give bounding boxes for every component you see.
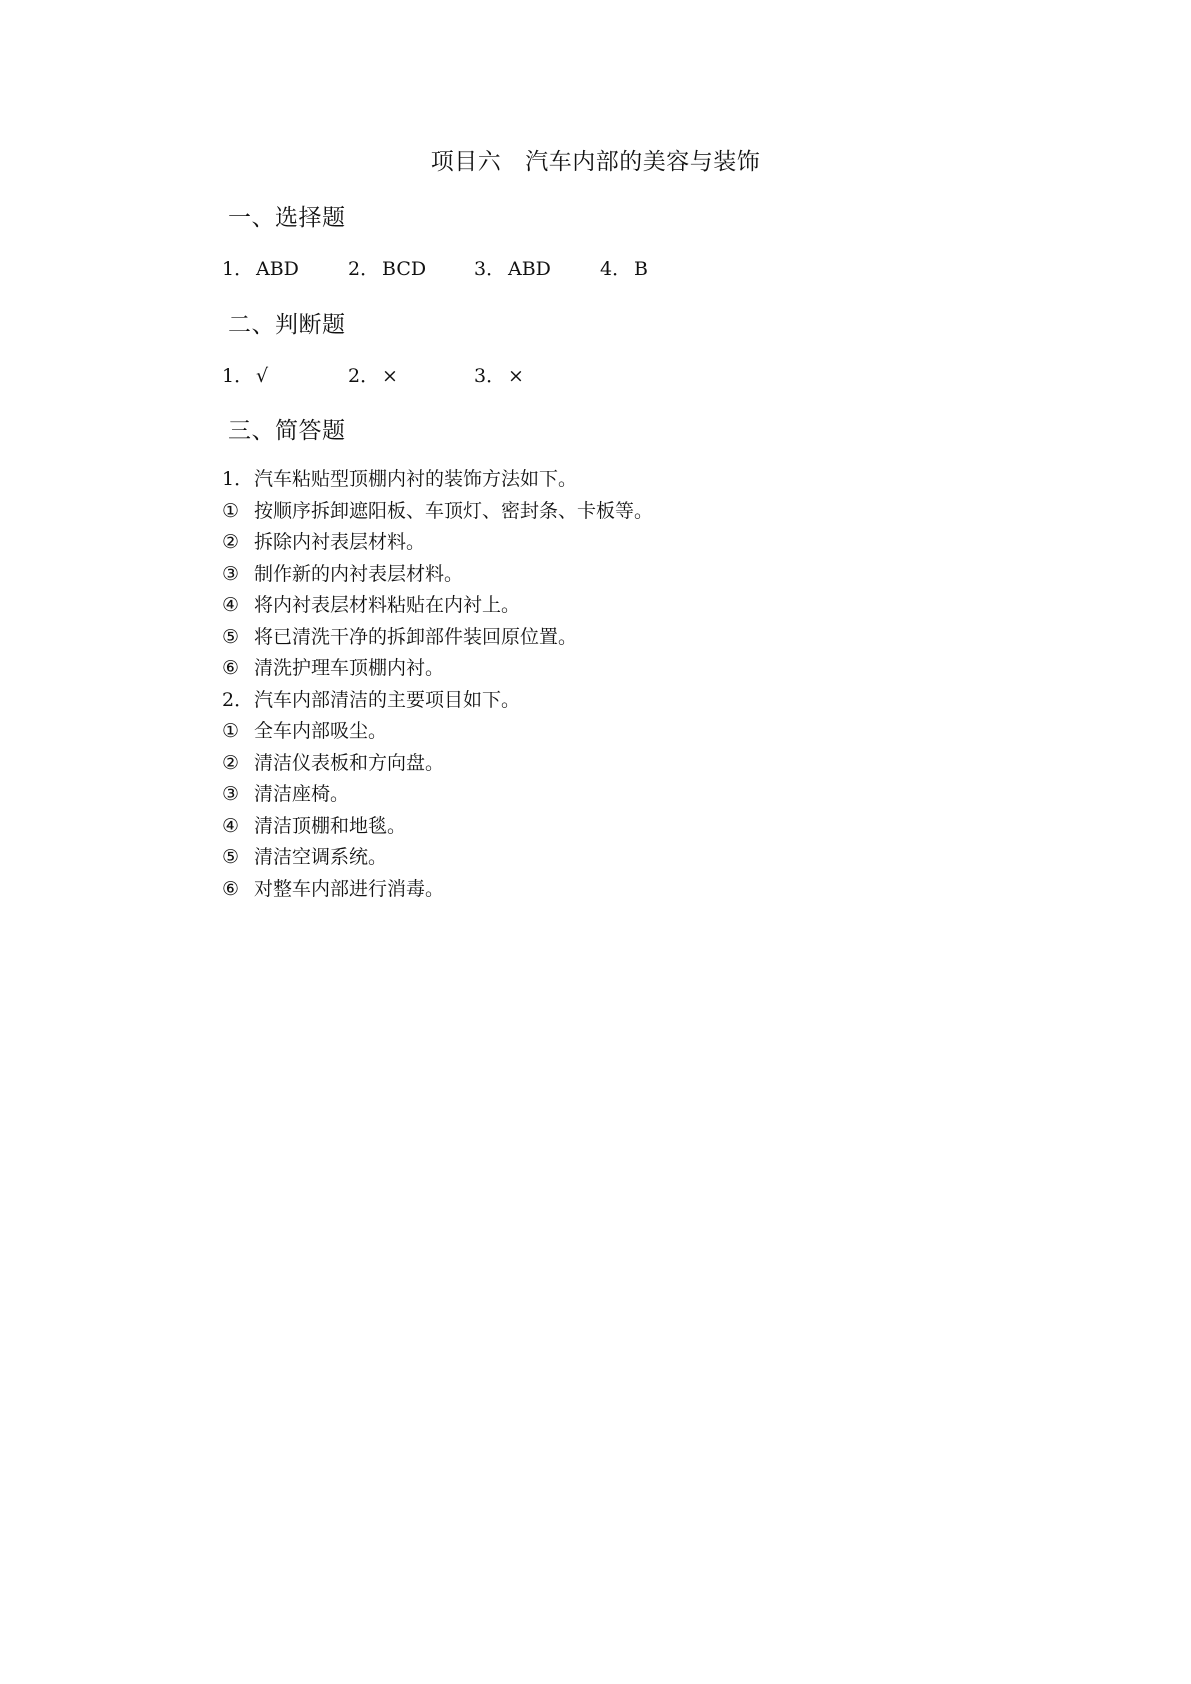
item-text: 清洁顶棚和地毯。 (254, 814, 407, 837)
list-item (222, 685, 653, 717)
answer-item (348, 254, 474, 281)
answer-value: B (634, 258, 648, 280)
choice-answers (222, 254, 726, 281)
answer-number: 2． (348, 258, 380, 280)
list-item (222, 559, 653, 591)
item-text: 按顺序拆卸遮阳板、车顶灯、密封条、卡板等。 (254, 499, 654, 522)
title-project-name: 汽车内部的美容与装饰 (525, 149, 761, 175)
answer-number: 3． (474, 258, 506, 280)
item-marker: ① (222, 720, 240, 742)
list-item (222, 527, 653, 559)
section-heading-judge: 二、判断题 (228, 312, 346, 338)
title-project-number: 项目六 (430, 149, 502, 175)
item-text: 汽车粘贴型顶棚内衬的装饰方法如下。 (254, 468, 578, 490)
answer-value: × (382, 365, 398, 387)
answer-number: 2． (348, 365, 380, 387)
item-marker: ③ (222, 783, 240, 805)
answer-item (474, 361, 600, 388)
item-text: 将内衬表层材料粘贴在内衬上。 (254, 594, 521, 616)
short-answer-list (222, 464, 653, 905)
list-item (222, 653, 653, 685)
list-item (222, 622, 653, 654)
answer-number: 4． (600, 258, 632, 280)
section-heading-choice: 一、选择题 (228, 205, 346, 231)
list-item (222, 842, 653, 874)
answer-item (222, 361, 348, 388)
item-text: 清洁座椅。 (254, 783, 350, 805)
answer-value: √ (256, 365, 269, 387)
item-marker: 1． (222, 468, 254, 490)
item-marker: ⑥ (222, 657, 240, 679)
item-marker: ③ (222, 562, 240, 585)
item-text: 拆除内衬表层材料。 (254, 531, 426, 553)
item-text: 清洁空调系统。 (254, 846, 388, 868)
item-marker: ② (222, 531, 240, 553)
list-item (222, 779, 653, 811)
item-text: 制作新的内衬表层材料。 (254, 562, 464, 585)
item-text: 将已清洗干净的拆卸部件装回原位置。 (254, 625, 578, 648)
item-marker: 2． (222, 688, 254, 711)
answer-value: × (508, 365, 524, 387)
item-marker: ④ (222, 594, 240, 616)
list-item (222, 464, 653, 496)
list-item (222, 590, 653, 622)
item-text: 清洗护理车顶棚内衬。 (254, 657, 445, 679)
page-title (0, 143, 1191, 176)
list-item (222, 874, 653, 906)
item-marker: ④ (222, 814, 240, 837)
answer-number: 3． (474, 365, 506, 387)
answer-value: BCD (382, 258, 427, 280)
list-item (222, 716, 653, 748)
judge-answers (222, 361, 600, 388)
answer-item (600, 254, 726, 281)
item-marker: ⑤ (222, 625, 240, 648)
answer-item (222, 254, 348, 281)
item-text: 汽车内部清洁的主要项目如下。 (254, 688, 521, 711)
answer-number: 1． (222, 258, 254, 280)
answer-item (348, 361, 474, 388)
item-marker: ⑥ (222, 877, 240, 900)
answer-item (474, 254, 600, 281)
answer-value: ABD (256, 258, 299, 280)
list-item (222, 496, 653, 528)
section-heading-short: 三、简答题 (228, 418, 346, 444)
list-item (222, 811, 653, 843)
item-text: 全车内部吸尘。 (254, 720, 388, 742)
item-marker: ② (222, 751, 240, 774)
list-item (222, 748, 653, 780)
item-text: 清洁仪表板和方向盘。 (254, 751, 445, 774)
answer-number: 1． (222, 365, 254, 387)
item-marker: ① (222, 499, 240, 522)
item-text: 对整车内部进行消毒。 (254, 877, 445, 900)
answer-value: ABD (508, 258, 551, 280)
item-marker: ⑤ (222, 846, 240, 868)
